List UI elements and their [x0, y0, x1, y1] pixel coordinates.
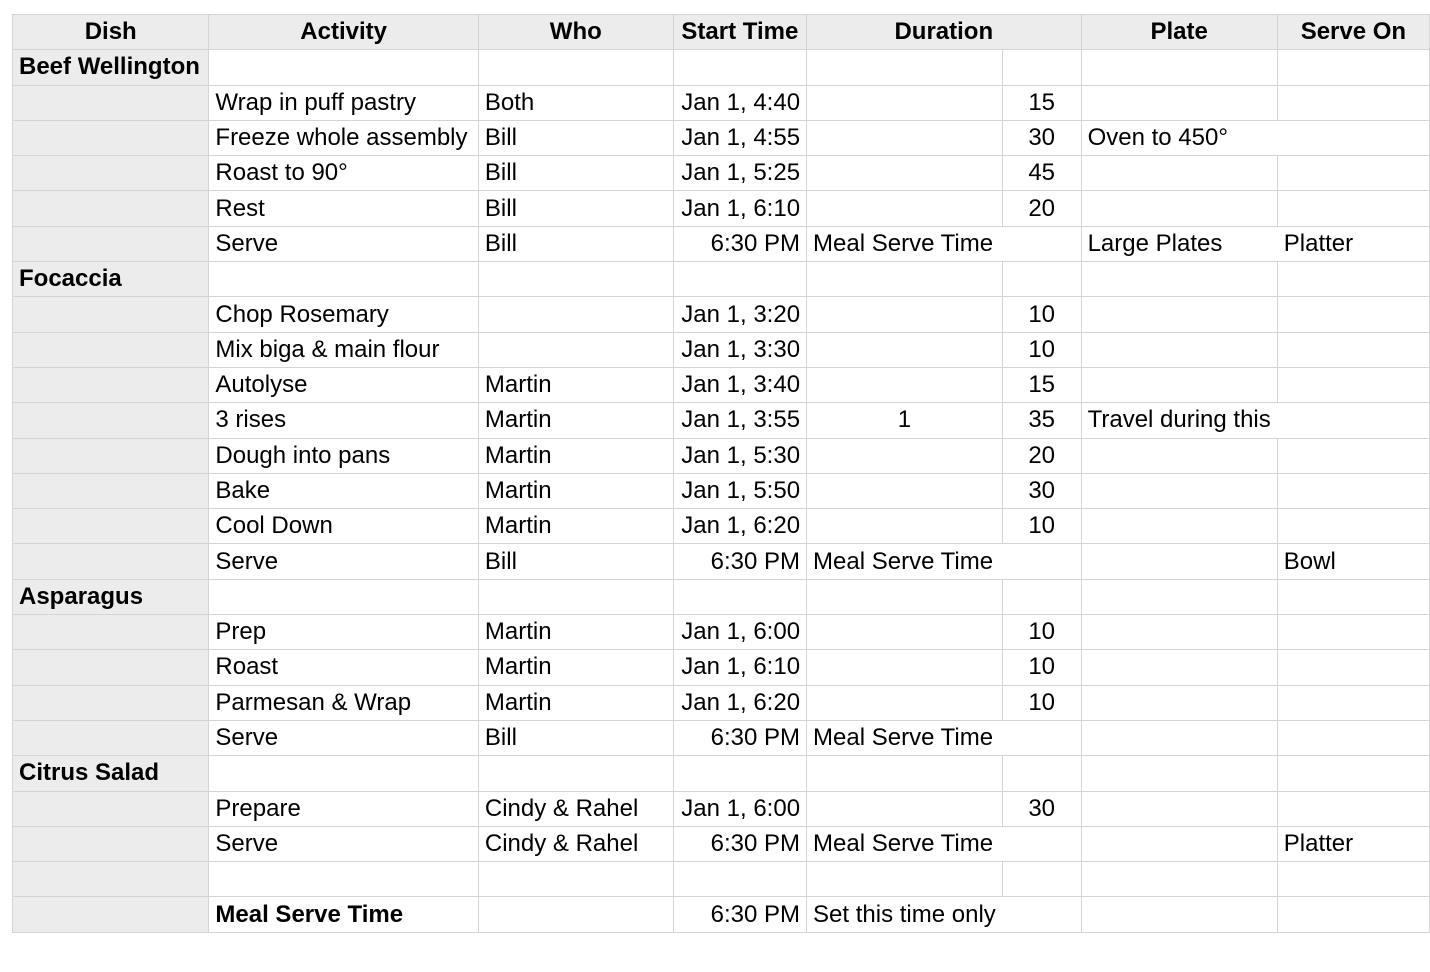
cell-plate[interactable]: [1081, 473, 1277, 508]
cell-activity[interactable]: Mix biga & main flour: [209, 332, 478, 367]
header-serve-on[interactable]: Serve On: [1277, 15, 1429, 50]
cell-who[interactable]: Martin: [478, 403, 673, 438]
table-row: [13, 862, 1430, 897]
cell-dish[interactable]: [13, 85, 209, 120]
cell-start-time[interactable]: Jan 1, 5:30: [673, 438, 806, 473]
cell-serve-on[interactable]: [1277, 579, 1429, 614]
table-row: [13, 897, 1430, 932]
cell-plate[interactable]: [1081, 791, 1277, 826]
cell-dish[interactable]: [13, 509, 209, 544]
cell-duration-a[interactable]: [807, 650, 1003, 685]
cell-dish[interactable]: Focaccia: [13, 262, 209, 297]
cell-duration-a[interactable]: [807, 756, 1003, 791]
cell-serve-on[interactable]: [1277, 438, 1429, 473]
cell-duration-b[interactable]: 15: [1002, 367, 1081, 402]
cell-dish[interactable]: [13, 438, 209, 473]
cell-start-time[interactable]: 6:30 PM: [673, 897, 806, 932]
cell-serve-on[interactable]: [1277, 862, 1429, 897]
cell-serve-on[interactable]: Platter: [1277, 226, 1429, 261]
cell-activity[interactable]: Dough into pans: [209, 438, 478, 473]
cell-duration-b[interactable]: [1002, 50, 1081, 85]
table-row: [13, 85, 1430, 120]
cell-serve-on[interactable]: Bowl: [1277, 544, 1429, 579]
cell-who[interactable]: Cindy & Rahel: [478, 826, 673, 861]
cell-duration-b[interactable]: [1002, 544, 1081, 579]
cell-who[interactable]: Bill: [478, 156, 673, 191]
cell-start-time[interactable]: Jan 1, 6:10: [673, 650, 806, 685]
cell-serve-on[interactable]: [1277, 332, 1429, 367]
cell-dish[interactable]: [13, 297, 209, 332]
cell-dish[interactable]: [13, 826, 209, 861]
cell-start-time[interactable]: 6:30 PM: [673, 720, 806, 755]
cell-activity[interactable]: Bake: [209, 473, 478, 508]
cell-who[interactable]: Martin: [478, 473, 673, 508]
cell-duration-b[interactable]: [1002, 826, 1081, 861]
cell-serve-on[interactable]: [1277, 720, 1429, 755]
table-row: [13, 226, 1430, 261]
cell-start-time[interactable]: Jan 1, 3:30: [673, 332, 806, 367]
cell-start-time[interactable]: [673, 862, 806, 897]
cell-duration-b[interactable]: 10: [1002, 509, 1081, 544]
cell-duration-b[interactable]: 35: [1002, 403, 1081, 438]
cell-activity[interactable]: [209, 756, 478, 791]
cell-duration-b[interactable]: 10: [1002, 297, 1081, 332]
table-row: [13, 438, 1430, 473]
cell-duration-a[interactable]: [807, 579, 1003, 614]
cell-serve-on[interactable]: [1277, 756, 1429, 791]
cell-serve-on[interactable]: [1277, 685, 1429, 720]
cell-who[interactable]: Bill: [478, 120, 673, 155]
cell-duration-b[interactable]: [1002, 262, 1081, 297]
cell-dish[interactable]: [13, 367, 209, 402]
cell-duration-b[interactable]: [1002, 897, 1081, 932]
cell-who[interactable]: Bill: [478, 191, 673, 226]
cell-who[interactable]: Bill: [478, 544, 673, 579]
cell-dish[interactable]: [13, 226, 209, 261]
cell-duration-a[interactable]: [807, 50, 1003, 85]
cell-dish[interactable]: [13, 897, 209, 932]
cell-activity[interactable]: Rest: [209, 191, 478, 226]
cell-start-time[interactable]: Jan 1, 5:25: [673, 156, 806, 191]
cell-plate[interactable]: [1081, 720, 1277, 755]
cell-duration-b[interactable]: [1002, 579, 1081, 614]
table-row: [13, 120, 1430, 155]
cell-activity[interactable]: [209, 579, 478, 614]
cell-dish[interactable]: [13, 720, 209, 755]
cell-start-time[interactable]: 6:30 PM: [673, 826, 806, 861]
cell-duration-b[interactable]: 10: [1002, 650, 1081, 685]
cell-duration-a[interactable]: [807, 191, 1003, 226]
cell-who[interactable]: Both: [478, 85, 673, 120]
cell-duration-a[interactable]: [807, 367, 1003, 402]
cell-who[interactable]: [478, 579, 673, 614]
cell-plate[interactable]: [1081, 650, 1277, 685]
cell-duration-a[interactable]: Meal Serve Time: [807, 226, 1003, 261]
cell-duration-a[interactable]: Meal Serve Time: [807, 826, 1003, 861]
cell-activity[interactable]: Serve: [209, 226, 478, 261]
cell-activity[interactable]: [209, 262, 478, 297]
cell-duration-b[interactable]: 45: [1002, 156, 1081, 191]
cell-activity[interactable]: Meal Serve Time: [209, 897, 478, 932]
cell-duration-b[interactable]: [1002, 756, 1081, 791]
cell-activity[interactable]: Prepare: [209, 791, 478, 826]
cell-start-time[interactable]: 6:30 PM: [673, 226, 806, 261]
cell-duration-b[interactable]: [1002, 226, 1081, 261]
cell-duration-b[interactable]: 30: [1002, 473, 1081, 508]
cell-plate[interactable]: [1081, 579, 1277, 614]
cell-start-time[interactable]: Jan 1, 4:55: [673, 120, 806, 155]
cell-activity[interactable]: Wrap in puff pastry: [209, 85, 478, 120]
header-activity[interactable]: Activity: [209, 15, 478, 50]
cell-serve-on[interactable]: [1277, 85, 1429, 120]
cell-serve-on[interactable]: [1277, 650, 1429, 685]
cell-activity[interactable]: Cool Down: [209, 509, 478, 544]
cell-plate[interactable]: [1081, 544, 1277, 579]
header-plate[interactable]: Plate: [1081, 15, 1277, 50]
cell-duration-a[interactable]: [807, 615, 1003, 650]
cell-serve-on[interactable]: [1277, 191, 1429, 226]
cell-serve-on[interactable]: [1277, 367, 1429, 402]
cell-plate[interactable]: [1081, 685, 1277, 720]
cell-plate[interactable]: [1081, 509, 1277, 544]
dish-header-row: [13, 262, 1430, 297]
cell-serve-on[interactable]: [1277, 403, 1429, 438]
cell-activity[interactable]: Autolyse: [209, 367, 478, 402]
cell-who[interactable]: Martin: [478, 509, 673, 544]
cell-plate[interactable]: [1081, 438, 1277, 473]
cell-dish[interactable]: [13, 615, 209, 650]
cell-plate[interactable]: [1081, 826, 1277, 861]
cell-duration-a[interactable]: Meal Serve Time: [807, 544, 1003, 579]
cell-duration-b[interactable]: 20: [1002, 438, 1081, 473]
cell-start-time[interactable]: Jan 1, 5:50: [673, 473, 806, 508]
cell-dish[interactable]: [13, 473, 209, 508]
cell-start-time[interactable]: [673, 579, 806, 614]
cell-dish[interactable]: [13, 685, 209, 720]
cell-serve-on[interactable]: [1277, 473, 1429, 508]
cell-duration-a[interactable]: [807, 473, 1003, 508]
table-row: [13, 297, 1430, 332]
cell-serve-on[interactable]: [1277, 615, 1429, 650]
cell-activity[interactable]: Prep: [209, 615, 478, 650]
cell-plate[interactable]: Large Plates: [1081, 226, 1277, 261]
cell-who[interactable]: [478, 50, 673, 85]
cell-activity[interactable]: Roast to 90°: [209, 156, 478, 191]
cell-serve-on[interactable]: [1277, 897, 1429, 932]
table-row: [13, 720, 1430, 755]
dish-header-row: [13, 579, 1430, 614]
cell-activity[interactable]: Serve: [209, 544, 478, 579]
cell-who[interactable]: [478, 297, 673, 332]
cell-start-time[interactable]: Jan 1, 3:40: [673, 367, 806, 402]
cell-start-time[interactable]: Jan 1, 3:20: [673, 297, 806, 332]
dish-header-row: [13, 50, 1430, 85]
cell-who[interactable]: Cindy & Rahel: [478, 791, 673, 826]
cell-plate[interactable]: [1081, 332, 1277, 367]
table-row: [13, 473, 1430, 508]
cell-start-time[interactable]: Jan 1, 6:00: [673, 791, 806, 826]
cell-plate[interactable]: [1081, 156, 1277, 191]
cell-dish[interactable]: [13, 862, 209, 897]
cell-serve-on[interactable]: [1277, 120, 1429, 155]
cell-who[interactable]: Bill: [478, 226, 673, 261]
cell-dish[interactable]: Beef Wellington: [13, 50, 209, 85]
header-start-time[interactable]: Start Time: [673, 15, 806, 50]
schedule-body: [13, 50, 1430, 932]
cell-activity[interactable]: Roast: [209, 650, 478, 685]
cell-duration-a[interactable]: [807, 685, 1003, 720]
cell-who[interactable]: Martin: [478, 615, 673, 650]
cell-plate[interactable]: [1081, 897, 1277, 932]
cell-dish[interactable]: [13, 650, 209, 685]
cell-start-time[interactable]: Jan 1, 6:00: [673, 615, 806, 650]
cell-duration-b[interactable]: 15: [1002, 85, 1081, 120]
cell-serve-on[interactable]: Platter: [1277, 826, 1429, 861]
cell-duration-b[interactable]: 10: [1002, 615, 1081, 650]
table-row: [13, 544, 1430, 579]
cell-who[interactable]: Bill: [478, 720, 673, 755]
cell-plate[interactable]: [1081, 862, 1277, 897]
cell-duration-a[interactable]: 1: [807, 403, 1003, 438]
cell-activity[interactable]: Chop Rosemary: [209, 297, 478, 332]
cell-who[interactable]: [478, 897, 673, 932]
cell-activity[interactable]: Freeze whole assembly: [209, 120, 478, 155]
cell-serve-on[interactable]: [1277, 791, 1429, 826]
cell-start-time[interactable]: Jan 1, 3:55: [673, 403, 806, 438]
cell-start-time[interactable]: [673, 756, 806, 791]
cell-duration-b[interactable]: 30: [1002, 120, 1081, 155]
table-row: [13, 403, 1430, 438]
cell-plate[interactable]: Oven to 450°: [1081, 120, 1277, 155]
cell-start-time[interactable]: Jan 1, 4:40: [673, 85, 806, 120]
cell-duration-b[interactable]: 10: [1002, 685, 1081, 720]
cell-duration-b[interactable]: 10: [1002, 332, 1081, 367]
cell-plate[interactable]: [1081, 615, 1277, 650]
cell-who[interactable]: [478, 262, 673, 297]
dish-header-row: [13, 756, 1430, 791]
cell-dish[interactable]: Citrus Salad: [13, 756, 209, 791]
cell-plate[interactable]: [1081, 297, 1277, 332]
cell-dish[interactable]: Asparagus: [13, 579, 209, 614]
cell-serve-on[interactable]: [1277, 509, 1429, 544]
cell-duration-b[interactable]: [1002, 862, 1081, 897]
table-row: [13, 791, 1430, 826]
cell-start-time[interactable]: [673, 262, 806, 297]
cell-serve-on[interactable]: [1277, 156, 1429, 191]
cell-who[interactable]: [478, 756, 673, 791]
cell-start-time[interactable]: Jan 1, 6:20: [673, 509, 806, 544]
cell-dish[interactable]: [13, 332, 209, 367]
cell-duration-a[interactable]: [807, 509, 1003, 544]
cell-activity[interactable]: [209, 50, 478, 85]
cell-serve-on[interactable]: [1277, 297, 1429, 332]
schedule-table: [12, 14, 1430, 933]
cell-activity[interactable]: Serve: [209, 826, 478, 861]
table-row: [13, 826, 1430, 861]
cell-activity[interactable]: 3 rises: [209, 403, 478, 438]
cell-duration-a[interactable]: [807, 862, 1003, 897]
cell-duration-a[interactable]: [807, 156, 1003, 191]
cell-serve-on[interactable]: [1277, 50, 1429, 85]
header-row: [13, 15, 1430, 50]
cell-start-time[interactable]: Jan 1, 6:20: [673, 685, 806, 720]
cell-duration-b[interactable]: 20: [1002, 191, 1081, 226]
cell-plate[interactable]: [1081, 756, 1277, 791]
cell-who[interactable]: Martin: [478, 438, 673, 473]
cell-dish[interactable]: [13, 791, 209, 826]
cell-duration-a[interactable]: Meal Serve Time: [807, 720, 1003, 755]
cell-start-time[interactable]: 6:30 PM: [673, 544, 806, 579]
cell-duration-a[interactable]: [807, 438, 1003, 473]
table-row: [13, 367, 1430, 402]
table-row: [13, 509, 1430, 544]
cell-duration-a[interactable]: Set this time only: [807, 897, 1003, 932]
cell-plate[interactable]: Travel during this: [1081, 403, 1277, 438]
cell-dish[interactable]: [13, 544, 209, 579]
cell-dish[interactable]: [13, 191, 209, 226]
cell-who[interactable]: Martin: [478, 650, 673, 685]
cell-plate[interactable]: [1081, 262, 1277, 297]
cell-who[interactable]: [478, 862, 673, 897]
cell-who[interactable]: Martin: [478, 685, 673, 720]
cell-duration-a[interactable]: [807, 85, 1003, 120]
cell-duration-b[interactable]: 30: [1002, 791, 1081, 826]
table-row: [13, 191, 1430, 226]
cell-plate[interactable]: [1081, 191, 1277, 226]
table-row: [13, 156, 1430, 191]
cell-duration-a[interactable]: [807, 262, 1003, 297]
cell-start-time[interactable]: Jan 1, 6:10: [673, 191, 806, 226]
cell-dish[interactable]: [13, 403, 209, 438]
cell-duration-a[interactable]: [807, 791, 1003, 826]
cell-who[interactable]: Martin: [478, 367, 673, 402]
cell-dish[interactable]: [13, 120, 209, 155]
table-row: [13, 615, 1430, 650]
cell-duration-a[interactable]: [807, 332, 1003, 367]
cell-start-time[interactable]: [673, 50, 806, 85]
table-row: [13, 650, 1430, 685]
cell-who[interactable]: [478, 332, 673, 367]
header-dish[interactable]: Dish: [13, 15, 209, 50]
cell-plate[interactable]: [1081, 85, 1277, 120]
cell-duration-a[interactable]: [807, 120, 1003, 155]
cell-dish[interactable]: [13, 156, 209, 191]
header-duration[interactable]: Duration: [807, 15, 1082, 50]
cell-plate[interactable]: [1081, 50, 1277, 85]
cell-plate[interactable]: [1081, 367, 1277, 402]
cell-duration-a[interactable]: [807, 297, 1003, 332]
cell-duration-b[interactable]: [1002, 720, 1081, 755]
cell-serve-on[interactable]: [1277, 262, 1429, 297]
header-who[interactable]: Who: [478, 15, 673, 50]
table-row: [13, 685, 1430, 720]
cell-activity[interactable]: Serve: [209, 720, 478, 755]
table-row: [13, 332, 1430, 367]
cell-activity[interactable]: Parmesan & Wrap: [209, 685, 478, 720]
cell-activity[interactable]: [209, 862, 478, 897]
